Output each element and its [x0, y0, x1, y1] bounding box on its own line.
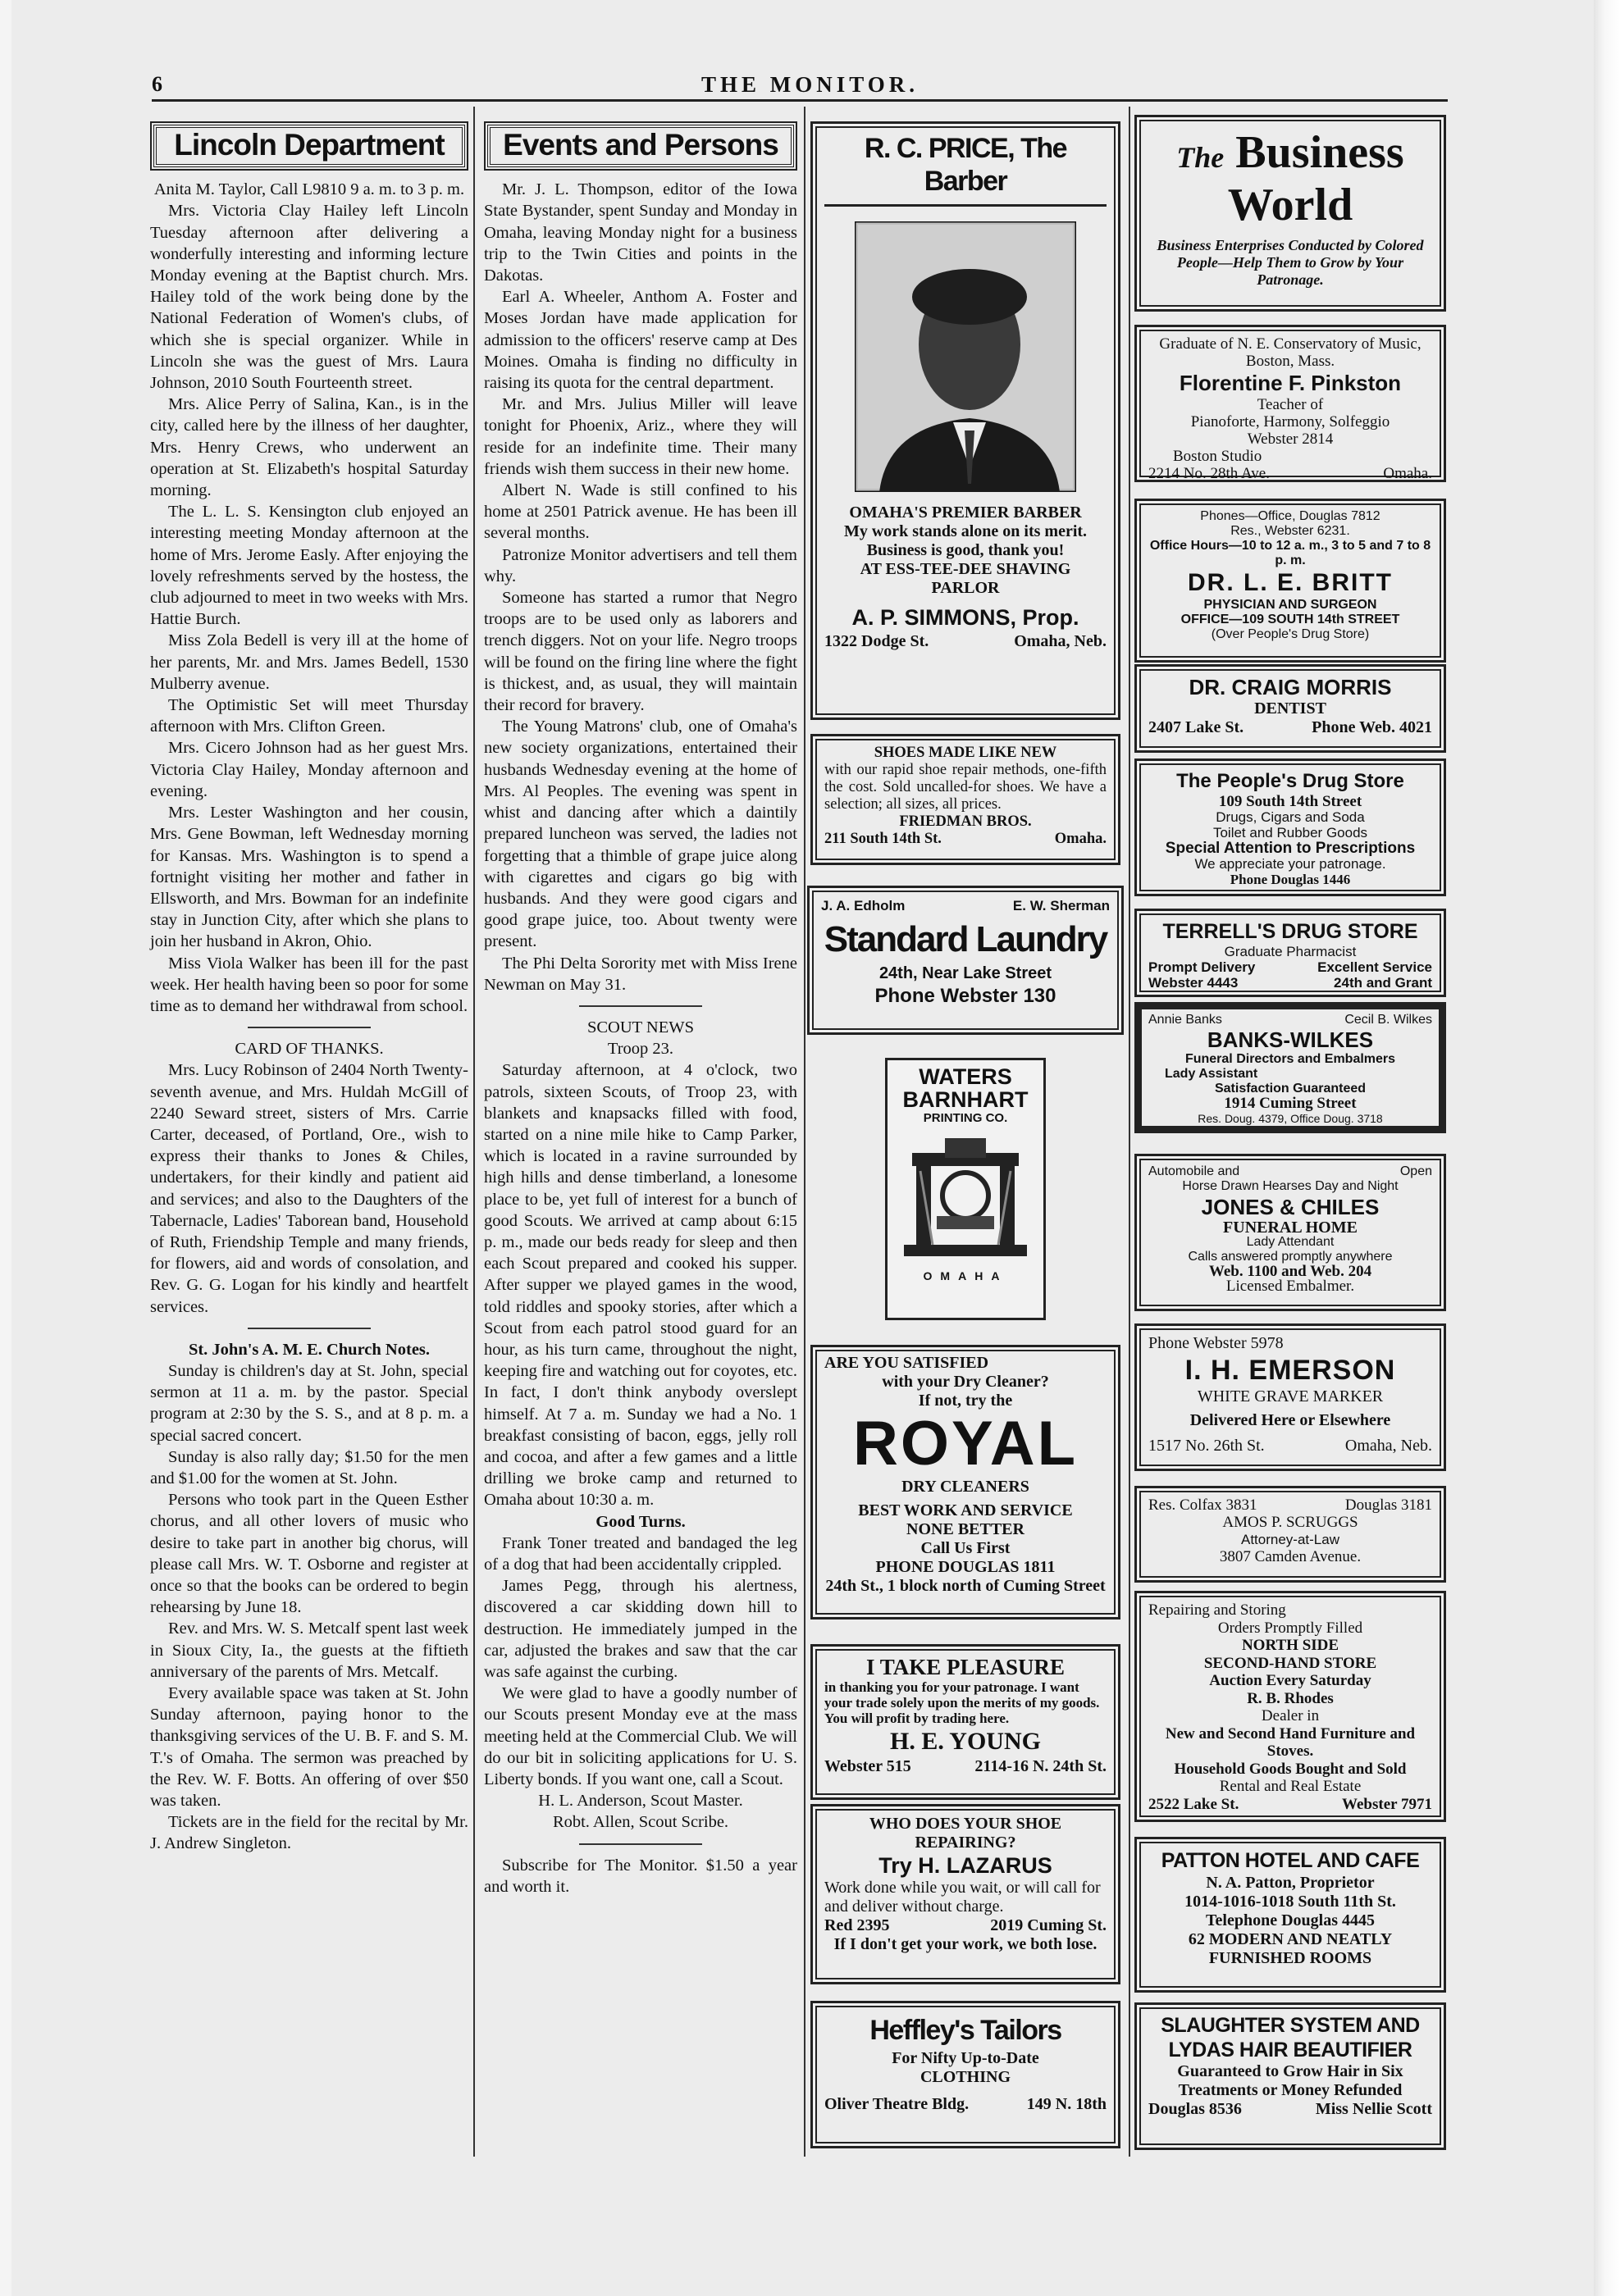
article-paragraph: Someone has started a rumor that Negro troops are to be used only as laborers and trench diggers. Not on your life. Negro troops will be found on the firing line where the fight is thickest, and, as usual, they will maintain their record for bravery.	[484, 589, 797, 715]
ad-title: R. C. PRICE, The Barber	[824, 132, 1107, 207]
ad-title: LYDAS HAIR BEAUTIFIER	[1168, 2039, 1412, 2061]
ad-line: FUNERAL HOME	[1223, 1219, 1358, 1237]
ad-line: Rental and Real Estate	[1219, 1778, 1362, 1795]
events-heading: Events and Persons	[487, 125, 794, 167]
ad-name: I. H. EMERSON	[1184, 1355, 1396, 1386]
article-paragraph: Mrs. Victoria Clay Hailey left Lincoln Tuesday afternoon after delivering a wonderfully interesting and informing lecture Monday evening at the Baptist church. Mrs. Hailey told of the work being done by the National Federation of Women's clubs, of which she is special organizer. While in Lincoln she was the guest of Mrs. Laura Johnson, 2010 South Fourteenth street.	[150, 202, 468, 393]
ad-phone: Douglas 8536	[1148, 2100, 1242, 2118]
ad-line: Repairing and Storing	[1148, 1601, 1286, 1619]
ad-line: OFFICE—109 SOUTH 14th STREET	[1180, 613, 1400, 626]
ad-address: 24th St., 1 block north of Cuming Street	[825, 1577, 1106, 1595]
barber-portrait-photo	[855, 221, 1076, 492]
ad-subtitle: PRINTING CO.	[923, 1111, 1008, 1125]
scout-news-title: SCOUT NEWS	[586, 1018, 695, 1036]
ad-line: AT ESS-TEE-DEE SHAVING	[860, 560, 1071, 578]
ad-line: If not, try the	[918, 1392, 1013, 1410]
ad-line: We appreciate your patronage.	[1194, 856, 1386, 872]
ad-title: Try H. LAZARUS	[878, 1853, 1052, 1878]
church-paragraph: Sunday is also rally day; $1.50 for the men and $1.00 for the women at St. John.	[150, 1447, 468, 1487]
lincoln-byline: Anita M. Taylor, Call L9810 9 a. m. to 3 p. m.	[153, 180, 465, 199]
ad-line: Open	[1399, 1164, 1432, 1178]
ad-phone: Phone Web. 4021	[1312, 718, 1432, 736]
ad-patton-hotel	[1134, 1837, 1446, 1993]
troop-label: Troop 23.	[607, 1040, 674, 1059]
ad-line: PARLOR	[931, 579, 1000, 597]
ad-banks-wilkes	[1134, 1002, 1446, 1133]
article-paragraph: The L. L. S. Kensington club enjoyed an interesting meeting Monday afternoon at the home of Mrs. Jerome Easly. After enjoying the lovely refreshments served by the hostess, the club adjourned to meet in two weeks with Mrs. Hattie Burch.	[150, 503, 468, 629]
ad-line: WHO DOES YOUR SHOE REPAIRING?	[869, 1815, 1062, 1852]
ad-line: DENTIST	[1254, 699, 1326, 718]
subscribe-notice: Subscribe for The Monitor. $1.50 a year and worth it.	[484, 1856, 797, 1896]
ad-body: in thanking you for your patronage. I want your trade solely upon the merits of my goods. You will profit by trading here.	[824, 1679, 1100, 1726]
ad-line: Special Attention to Prescriptions	[1165, 840, 1416, 857]
ad-name: H. E. YOUNG	[890, 1728, 1041, 1755]
ad-name: Cecil B. Wilkes	[1344, 1013, 1432, 1027]
article-paragraph: Albert N. Wade is still confined to his home at 2501 Patrick avenue. He has been ill several months.	[484, 481, 797, 543]
ad-phone: Phone Douglas 1446	[1230, 872, 1351, 887]
ad-line: NONE BETTER	[906, 1520, 1024, 1538]
scout-scribe-signature: Robt. Allen, Scout Scribe.	[552, 1813, 729, 1832]
ad-title: PATTON HOTEL AND CAFE	[1161, 1849, 1420, 1872]
ad-line: Lady Assistant	[1165, 1067, 1258, 1081]
ad-line: Call Us First	[920, 1539, 1011, 1557]
ad-terrells-drug-store	[1134, 909, 1446, 997]
card-of-thanks-title: CARD OF THANKS.	[235, 1040, 384, 1059]
ad-phone: PHONE DOUGLAS 1811	[875, 1558, 1056, 1576]
ad-city: Omaha, Neb.	[1344, 1437, 1432, 1455]
ad-pinkston	[1134, 325, 1446, 482]
ad-line: Horse Drawn Hearses Day and Night	[1182, 1179, 1399, 1193]
section-divider	[248, 1328, 371, 1329]
ad-address: 1014-1016-1018 South 11th St.	[1184, 1893, 1396, 1911]
ad-name: R. B. Rhodes	[1247, 1689, 1334, 1707]
ad-title-the: The	[1176, 141, 1225, 174]
section-divider	[579, 1005, 702, 1007]
ad-title: Business	[1235, 127, 1404, 178]
ad-name: J. A. Edholm	[821, 898, 906, 913]
ad-h-e-young	[810, 1644, 1120, 1800]
ad-business-world	[1134, 115, 1446, 312]
ad-city: OMAHA	[923, 1269, 1008, 1282]
ad-line: Graduate Pharmacist	[1224, 944, 1357, 959]
church-paragraph: Every available space was taken at St. John Sunday afternoon, paying honor to the thanksgiving services of the U. B. F. and S. M. T.'s of Omaha. The sermon was preached by the Rev. W. F. Botts. An offering of over $50 was taken.	[150, 1684, 468, 1811]
ad-name: DR. CRAIG MORRIS	[1189, 675, 1392, 699]
ad-title: ROYAL	[852, 1409, 1079, 1478]
ad-name: Florentine F. Pinkston	[1179, 371, 1402, 395]
scout-master-signature: H. L. Anderson, Scout Master.	[538, 1792, 743, 1811]
ad-phone: Res. Colfax 3831	[1148, 1496, 1257, 1514]
column-rule-3	[1129, 107, 1130, 2157]
column-lincoln-department	[150, 120, 468, 1855]
header-rule	[152, 99, 1448, 102]
article-paragraph: The Phi Delta Sorority met with Miss Irene Newman on May 31.	[484, 954, 797, 994]
ad-title: The People's Drug Store	[1176, 770, 1404, 792]
lincoln-department-heading: Lincoln Department	[153, 125, 465, 167]
printing-press-illustration	[896, 1130, 1035, 1269]
ad-phone: Douglas 3181	[1344, 1496, 1432, 1514]
ad-line: BEST WORK AND SERVICE	[858, 1501, 1073, 1519]
ad-heffleys-tailors	[810, 2001, 1120, 2148]
good-turns-title: Good Turns.	[596, 1512, 686, 1531]
ad-line: If I don't get your work, we both lose.	[833, 1935, 1097, 1953]
ad-line: (Over People's Drug Store)	[1211, 627, 1370, 641]
church-paragraph: Sunday is children's day at St. John, special sermon at 11 a. m. by the pastor. Special program at 2:30 by the S. S., and at 8 p. m. a special sacred concert.	[150, 1361, 468, 1445]
ad-city: Omaha.	[1054, 831, 1107, 847]
ad-line: CLOTHING	[920, 2068, 1011, 2086]
section-divider	[248, 1027, 371, 1028]
ad-standard-laundry	[807, 886, 1124, 1035]
ad-title: I TAKE PLEASURE	[865, 1655, 1066, 1679]
ad-line: N. A. Patton, Proprietor	[1206, 1874, 1375, 1892]
ad-phone: Res. Doug. 4379, Office Doug. 3718	[1198, 1112, 1383, 1125]
ad-phone: Webster 4443	[1148, 975, 1239, 991]
article-paragraph: Miss Zola Bedell is very ill at the home of her parents, Mr. and Mrs. James Bedell, 1530 Mulberry avenue.	[150, 631, 468, 693]
ad-address: 2019 Cuming St.	[990, 1916, 1107, 1934]
ad-line: Funeral Directors and Embalmers	[1184, 1052, 1396, 1066]
ad-address: 3807 Camden Avenue.	[1219, 1548, 1362, 1565]
ad-line: Orders Promptly Filled	[1217, 1619, 1363, 1637]
column-rule-2	[804, 107, 805, 2157]
column-events-and-persons	[484, 120, 797, 1897]
ad-line: with your Dry Cleaner?	[882, 1373, 1049, 1391]
article-paragraph: The Young Matrons' club, one of Omaha's new society organizations, entertained their husbands Wednesday evening at the home of Mrs. Al Peoples. The evening was spent in whist and dancing after which a daintily prepared luncheon was served, the ladies not forgetting that a thimble of grape juice along with cigarettes and cigars go big with husbands. And they were good cigars and good grape juice, too. About twenty were present.	[484, 718, 797, 951]
ad-title: Standard Laundry	[824, 919, 1107, 959]
ad-phone: Phone Webster 5978	[1148, 1334, 1284, 1352]
ad-line: Lady Attendant	[1246, 1235, 1335, 1249]
ad-phone: Red 2395	[824, 1916, 890, 1934]
ad-address: 2114-16 N. 24th St.	[974, 1757, 1107, 1775]
ad-proprietor: A. P. SIMMONS, Prop.	[851, 605, 1079, 630]
ad-line: Guaranteed to Grow Hair in Six	[1177, 2062, 1403, 2080]
ad-name: E. W. Sherman	[1012, 898, 1110, 913]
ad-line: Excellent Service	[1317, 959, 1432, 975]
scan-edge-left	[0, 0, 11, 2296]
scout-paragraph: Saturday afternoon, at 4 o'clock, two patrols, sixteen Scouts, of Troop 23, with blankets and knapsacks filled with food, started on a nine mile hike to Camp Parker, which is located in a ravine surrounded by high hills and dense timberland, a lonesome place to be, yet full of interest for a bunch of good Scouts. We arrived at camp about 6:15 p. m., made our beds ready for sleep and then each Scout prepared and cooked his supper. After supper we played games in the wood, told riddles and spooky stories, after which a Scout from each patrol stood guard for an hour, as his turn came, throughout the night, keeping fire and watching out for coyotes, etc. In fact, I don't think anybody overslept himself. At 7 a. m. Sunday we had a No. 1 breakfast consisting of bacon, eggs, jelly roll and cocoa, and after a few games and a little drilling we broke camp and returned to Omaha about 10:30 a. m.	[484, 1061, 797, 1510]
ad-title: SLAUGHTER SYSTEM AND	[1161, 2014, 1420, 2037]
ad-address: 24th and Grant	[1334, 975, 1432, 991]
ad-line: Webster 2814	[1247, 430, 1334, 448]
ad-address: 1322 Dodge St.	[824, 632, 929, 650]
ad-phone: Telephone Douglas 4445	[1206, 1911, 1375, 1929]
ad-line: Toilet and Rubber Goods	[1212, 825, 1368, 840]
ad-line: Res., Webster 6231.	[1230, 524, 1350, 538]
ad-phone: Phone Webster 130	[874, 985, 1056, 1007]
article-paragraph: Mrs. Lester Washington and her cousin, Mrs. Gene Bowman, left Wednesday morning for Kansas. Mrs. Washington is to spend a fortnight visiting her mother and father in Ellsworth, and Mrs. Bowman for an indefinite stay in Junction City, after which she plans to join her husband in Akron, Ohio.	[150, 804, 468, 951]
ad-subtitle: Business Enterprises Conducted by Colored People—Help Them to Grow by Your Patronage.	[1157, 237, 1424, 288]
ad-line: Calls answered promptly anywhere	[1188, 1250, 1393, 1264]
ad-title: BARNHART	[902, 1087, 1029, 1112]
ad-friedman-shoes	[810, 734, 1120, 865]
ad-h-lazarus	[810, 1804, 1120, 1984]
ad-line: Household Goods Bought and Sold	[1174, 1760, 1407, 1778]
ad-line: WHITE GRAVE MARKER	[1197, 1387, 1384, 1405]
page-number: 6	[152, 72, 162, 96]
article-paragraph: Miss Viola Walker has been ill for the past week. Her health having been so poor for some time as to demand her withdrawal from school.	[150, 954, 468, 1015]
ad-line: Attorney-at-Law	[1241, 1532, 1339, 1547]
ad-line: Business is good, thank you!	[866, 541, 1065, 559]
ad-line: PHYSICIAN AND SURGEON	[1203, 598, 1377, 612]
ad-line: ARE YOU SATISFIED	[824, 1354, 989, 1372]
ad-slaughter-system	[1134, 2002, 1446, 2150]
ad-line: Drugs, Cigars and Soda	[1216, 809, 1365, 825]
article-paragraph: Patronize Monitor advertisers and tell them why.	[484, 545, 797, 585]
ad-firm: FRIEDMAN BROS.	[899, 813, 1032, 830]
ad-title: World	[1227, 180, 1353, 230]
ad-title: BANKS-WILKES	[1207, 1027, 1374, 1052]
ad-title: SECOND-HAND STORE	[1203, 1654, 1377, 1672]
ad-line: Licensed Embalmer.	[1225, 1278, 1355, 1295]
ad-line: Automobile and	[1148, 1164, 1240, 1178]
ad-line: 62 MODERN AND NEATLY	[1188, 1930, 1393, 1948]
ad-address: 211 South 14th St.	[824, 831, 942, 847]
ad-phone: Webster 7971	[1342, 1795, 1432, 1813]
ad-title: Heffley's Tailors	[869, 2015, 1061, 2046]
scout-paragraph: Frank Toner treated and bandaged the leg of a dog that had been accidentally crippled.	[484, 1533, 797, 1574]
ad-line: Treatments or Money Refunded	[1178, 2081, 1403, 2099]
ad-address: Oliver Theatre Bldg.	[824, 2095, 970, 2113]
church-paragraph: Rev. and Mrs. W. S. Metcalf spent last week in Sioux City, Ia., the guests at the fiftieth anniversary of the parents of Mrs. Metcalf.	[150, 1620, 468, 1681]
ad-name: Annie Banks	[1148, 1013, 1222, 1027]
article-paragraph: The Optimistic Set will meet Thursday afternoon with Mrs. Clifton Green.	[150, 696, 468, 736]
ad-title: WATERS	[919, 1064, 1012, 1089]
section-divider	[579, 1843, 702, 1845]
church-paragraph: Tickets are in the field for the recital by Mr. J. Andrew Singleton.	[150, 1813, 468, 1853]
ad-line: For Nifty Up-to-Date	[892, 2049, 1039, 2067]
article-paragraph: Earl A. Wheeler, Anthom A. Foster and Moses Jordan have made application for admission to the officers' reserve camp at Des Moines. Omaha is finding no difficulty in raising its quota for the central department.	[484, 288, 797, 393]
ad-title: NORTH SIDE	[1241, 1637, 1339, 1654]
ad-title: JONES & CHILES	[1201, 1195, 1380, 1219]
ad-line: Boston Studio	[1173, 448, 1262, 465]
card-of-thanks-text: Mrs. Lucy Robinson of 2404 North Twenty-seventh avenue, and Mrs. Huldah McGill of 2240 Seward street, sisters of Mrs. Carrie Carter, deceased, of Portland, Ore., wish to express their thanks to Jones & Chiles, undertakers, for their kindly and patient aid and services; and also to the Daughters of the Tabernacle, Ladies' Taborean band, Household of Ruth, Friendship Temple and many friends, for flowers, aid and words of consolation, and Rev. G. G. Logan for his kindly and heartfelt services.	[150, 1061, 468, 1316]
ad-body: with our rapid shoe repair methods, one-fifth the cost. Sold uncalled-for shoes. We have a selection; all sizes, all prices.	[824, 762, 1107, 813]
scout-paragraph: James Pegg, through his alertness, discovered a car skidding down hill to destruction. He immediately jumped in the car, adjusted the brakes and saw that the car was safe against the curbing.	[484, 1577, 797, 1682]
ad-title: TERRELL'S DRUG STORE	[1162, 920, 1418, 943]
ad-body: Work done while you wait, or will call for and deliver without charge.	[824, 1879, 1101, 1916]
ad-phone: Webster 515	[824, 1757, 911, 1775]
ad-line: Auction Every Saturday	[1209, 1672, 1371, 1689]
ad-line: Graduate of N. E. Conservatory of Music, Boston, Mass.	[1159, 335, 1421, 370]
ad-waters-barnhart	[885, 1058, 1046, 1320]
ad-line: Dealer in	[1261, 1707, 1320, 1724]
ad-address: 149 N. 18th	[1026, 2095, 1107, 2113]
church-notes-title: St. John's A. M. E. Church Notes.	[188, 1340, 431, 1359]
ad-line: New and Second Hand Furniture and Stoves.	[1165, 1724, 1416, 1760]
ad-i-h-emerson	[1134, 1323, 1446, 1471]
ad-amos-scruggs	[1134, 1486, 1446, 1583]
ad-line: My work stands alone on its merit.	[843, 522, 1088, 540]
ad-address: 24th, Near Lake Street	[878, 964, 1052, 982]
scan-edge-right	[1594, 0, 1620, 2296]
ad-jones-chiles	[1134, 1154, 1446, 1311]
church-paragraph: Persons who took part in the Queen Esther chorus, and all other lovers of music who desire to take part in another big chorus, will please call Mrs. W. T. Osborne and register at once so that the books can be ordered to begin rehearsing by June 18.	[150, 1491, 468, 1617]
ad-line: Satisfaction Guaranteed	[1214, 1082, 1367, 1096]
article-paragraph: Mr. J. L. Thompson, editor of the Iowa State Bystander, spent Sunday and Monday in Omaha, leaving Monday night for a business trip to the Twin Cities and points in the Dakotas.	[484, 180, 797, 285]
ad-address: 2522 Lake St.	[1148, 1795, 1239, 1813]
ad-line: Pianoforte, Harmony, Solfeggio	[1190, 413, 1390, 430]
scout-paragraph: We were glad to have a goodly number of our Scouts present Monday eve at the mass meeting held at the Commercial Club. We will do our bit in soliciting applications for U. S. Liberty bonds. If you want one, call a Scout.	[484, 1684, 797, 1789]
ad-price-barber	[810, 121, 1120, 720]
ad-line: OMAHA'S PREMIER BARBER	[849, 503, 1082, 522]
ad-subtitle: DRY CLEANERS	[901, 1478, 1029, 1496]
ad-line: Office Hours—10 to 12 a. m., 3 to 5 and 7 to 8 p. m.	[1149, 539, 1431, 567]
ad-name: Miss Nellie Scott	[1315, 2100, 1432, 2118]
ad-city: Omaha.	[1383, 465, 1432, 482]
ad-name: AMOS P. SCRUGGS	[1222, 1514, 1358, 1531]
article-paragraph: Mrs. Alice Perry of Salina, Kan., is in the city, called here by the illness of her daughter, Mrs. Henry Crews, who underwent an operation at St. Elizabeth's hospital Saturday morning.	[150, 395, 468, 500]
ad-line: Prompt Delivery	[1148, 959, 1256, 975]
ad-dr-britt	[1134, 499, 1446, 663]
ad-phone: Web. 1100 and Web. 204	[1208, 1263, 1372, 1280]
ad-line: 109 South 14th Street	[1218, 793, 1362, 810]
ad-line: FURNISHED ROOMS	[1208, 1949, 1372, 1967]
ad-line: Teacher of	[1257, 396, 1324, 413]
ad-address: 2214 No. 28th Ave.	[1148, 465, 1270, 482]
ad-line: Delivered Here or Elsewhere	[1189, 1411, 1391, 1429]
ad-city: Omaha, Neb.	[1014, 632, 1107, 650]
ad-address: 1914 Cuming Street	[1224, 1095, 1357, 1112]
column-rule-1	[473, 107, 475, 2157]
ad-address: 1517 No. 26th St.	[1148, 1437, 1265, 1455]
ad-royal-dry-cleaners	[810, 1345, 1120, 1620]
ad-north-side-second-hand-store	[1134, 1591, 1446, 1822]
ad-peoples-drug-store	[1134, 758, 1446, 896]
ad-dr-craig-morris	[1134, 664, 1446, 753]
ad-line: Phones—Office, Douglas 7812	[1200, 509, 1380, 523]
ad-title: SHOES MADE LIKE NEW	[874, 745, 1057, 761]
article-paragraph: Mr. and Mrs. Julius Miller will leave tonight for Phoenix, Ariz., where they will reside for an indefinite time. Their many friends wish them success in their new home.	[484, 395, 797, 478]
ad-address: 2407 Lake St.	[1148, 718, 1244, 736]
masthead-title: THE MONITOR.	[700, 72, 920, 97]
article-paragraph: Mrs. Cicero Johnson had as her guest Mrs. Victoria Clay Hailey, Monday afternoon and evening.	[150, 739, 468, 800]
ad-name: DR. L. E. BRITT	[1188, 569, 1393, 596]
